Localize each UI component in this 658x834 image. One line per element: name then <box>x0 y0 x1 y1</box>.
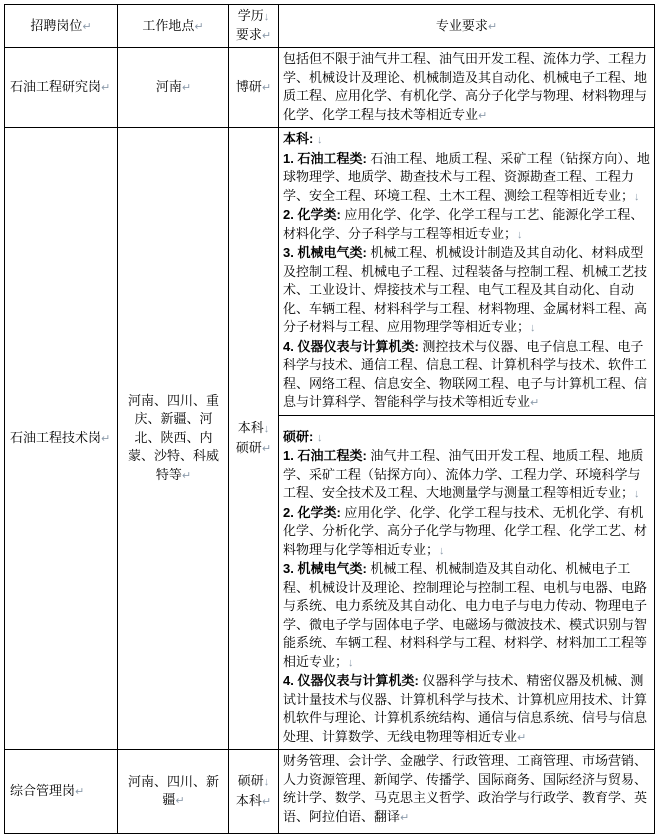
category-label: 2. 化学类: <box>283 504 341 520</box>
paragraph-return-mark: ↵ <box>261 442 272 455</box>
cell-text: 河南 <box>155 78 182 94</box>
cell-text: 工作地点 <box>142 17 195 33</box>
text-line <box>231 26 276 45</box>
paragraph-return-mark: ↵ <box>101 81 111 94</box>
paragraph-return-mark: ↵ <box>261 81 272 94</box>
text-line <box>231 78 276 98</box>
paragraph-return-mark: ↵ <box>82 20 92 33</box>
cell-text: 包括但不限于油气井工程、油气田开发工程、流体力学、工程力学、机械设计及理论、机械制造及其自动化、机械电子工程、地质工程、应用化学、有机化学、高分子化学与物理、材料物理与化学、化学工程与技术等相近专业 <box>283 51 648 122</box>
text-line <box>283 130 651 150</box>
table-row-research <box>5 48 655 128</box>
cell-text: 学历 <box>237 8 264 23</box>
cell-text: 本科 <box>235 792 262 808</box>
cell-location-technical <box>118 128 229 750</box>
cell-text: 机械工程、机械设计制造及其自动化、材料成型及控制工程、机械电子工程、过程装备与控制工程、机械工艺技术、工业设计、焊接技术与工程、电气工程及其自动化、自动化、车辆工程、材料科学与工程、材料物理、金属材料工程、高分子材料与工程、应用物理学等相近专业； <box>283 245 648 334</box>
text-line <box>122 78 225 98</box>
cell-text: 综合管理岗 <box>10 782 76 798</box>
header-cell-position <box>5 5 118 48</box>
paragraph-return-mark: ↵ <box>517 731 527 744</box>
text-line <box>231 792 276 812</box>
text-line <box>283 428 651 448</box>
paragraph-return-mark: ↵ <box>181 81 192 94</box>
text-line <box>10 78 114 98</box>
text-line <box>283 150 651 207</box>
text-line <box>7 17 115 36</box>
soft-line-break-mark: ↓ <box>263 11 270 23</box>
cell-text: 应用化学、化学、化学工程与技术、无机化学、有机化学、分析化学、高分子化学与物理、化学工程、化学工艺、材料物理与化学等相近专业； <box>283 504 648 557</box>
table-row-management <box>5 750 655 834</box>
paragraph-return-mark: ↵ <box>175 795 185 807</box>
text-line <box>283 672 651 747</box>
cell-text: 测控技术与仪器、电子信息工程、电子科学与技术、通信工程、信息工程、计算机科学与技术、软件工程、网络工程、信息安全、物联网工程、电子与计算机工程、信息与计算科学、智能科学与技术等相近专业 <box>283 338 648 409</box>
cell-text: 硕研 <box>237 773 264 788</box>
cell-text: 招聘岗位 <box>30 17 83 33</box>
cell-text: 油气井工程、油气田开发工程、地质工程、地质学、采矿工程（钻探方向）、流体力学、工程力学、环境科学与工程、安全技术及工程、大地测量学与测量工程等相近专业； <box>283 448 644 500</box>
text-line <box>281 17 652 36</box>
header-cell-education <box>229 5 279 48</box>
text-line <box>231 439 276 459</box>
cell-text: 要求 <box>235 27 262 42</box>
cell-text: 石油工程技术岗 <box>10 429 102 445</box>
soft-line-break-mark: ↓ <box>316 431 323 444</box>
cell-major-technical-bachelor <box>279 128 655 416</box>
text-line <box>10 429 114 449</box>
cell-location-management <box>118 750 229 834</box>
cell-text: 机械工程、机械制造及其自动化、机械电子工程、机械设计及理论、控制理论与控制工程、电机与电器、电路与系统、电力系统及其自动化、电力电子与电力传动、物理电子学、微电子学与固体电子学、电磁场与微波技术、模式识别与智能系统、车辆工程、材料科学与工程、材料学、材料加工工程等相近专业； <box>283 561 648 669</box>
cell-text: 应用化学、化学、化学工程与工艺、能源化学工程、材料化学、分子科学与工程等相近专业； <box>283 207 644 241</box>
category-label: 4. 仪器仪表与计算机类: <box>283 338 419 354</box>
header-cell-location <box>118 5 229 48</box>
cell-text: 硕研 <box>235 439 262 455</box>
cell-education-technical <box>229 128 279 750</box>
cell-major-research <box>279 48 655 128</box>
category-label: 3. 机械电气类: <box>283 245 367 260</box>
cell-text: 博研 <box>235 78 262 94</box>
text-line <box>283 752 651 827</box>
text-line <box>231 7 276 26</box>
soft-line-break-mark: ↓ <box>634 488 640 500</box>
soft-line-break-mark: ↓ <box>439 544 445 557</box>
text-line <box>231 419 276 439</box>
paragraph-return-mark: ↵ <box>478 109 488 122</box>
category-label: 硕研: <box>283 428 317 444</box>
paragraph-return-mark: ↵ <box>530 397 540 409</box>
paragraph-return-mark: ↵ <box>261 30 272 42</box>
text-line <box>122 773 225 811</box>
cell-text: 石油工程研究岗 <box>10 78 102 94</box>
soft-line-break-mark: ↓ <box>634 190 640 203</box>
paragraph-return-mark: ↵ <box>75 785 85 798</box>
cell-text: 仪器科学与技术、精密仪器及机械、测试计量技术与仪器、计算机科学与技术、计算机应用技术、计算机软件与理论、计算机系统结构、通信与信息系统、信号与信息处理、计算数学、无线电物理等相近专业 <box>283 673 648 744</box>
cell-education-research <box>229 48 279 128</box>
header-cell-major <box>279 5 655 48</box>
paragraph-return-mark: ↵ <box>261 795 272 808</box>
text-line <box>283 50 651 125</box>
category-label: 3. 机械电气类: <box>283 561 367 576</box>
text-line <box>283 447 651 504</box>
cell-position-management <box>5 750 118 834</box>
text-line <box>283 560 651 672</box>
cell-text: 财务管理、会计学、金融学、行政管理、工商管理、市场营销、人力资源管理、新闻学、传播学、国际商务、国际经济与贸易、统计学、数学、马克思主义哲学、政治学与行政学、教育学、英语、阿拉伯语、翻译 <box>283 753 648 824</box>
cell-position-technical <box>5 128 118 750</box>
text-line <box>10 782 114 802</box>
text-line <box>231 772 276 792</box>
category-label: 本科: <box>283 131 317 146</box>
soft-line-break-mark: ↓ <box>263 423 270 435</box>
soft-line-break-mark: ↓ <box>517 228 523 241</box>
cell-text: 本科 <box>237 420 264 435</box>
cell-major-management <box>279 750 655 834</box>
paragraph-return-mark: ↵ <box>487 20 498 33</box>
cell-text: 河南、四川、重庆、新疆、河北、陕西、内蒙、沙特、科威特等 <box>127 392 219 482</box>
text-line <box>283 206 651 244</box>
cell-text: 河南、四川、新疆 <box>127 773 219 807</box>
text-line <box>120 17 226 36</box>
cell-education-management <box>229 750 279 834</box>
paragraph-return-mark: ↵ <box>181 469 192 482</box>
cell-position-research <box>5 48 118 128</box>
table-row-technical-bachelor <box>5 128 655 416</box>
category-label: 4. 仪器仪表与计算机类: <box>283 673 419 688</box>
text-line <box>283 338 651 413</box>
paragraph-return-mark: ↵ <box>194 20 204 33</box>
cell-text: 石油工程、地质工程、采矿工程（钻探方向）、地球物理学、地质学、勘查技术与工程、资源勘查工程、工程力学、安全工程、环境工程、土木工程、测绘工程等相近专业； <box>283 150 650 203</box>
recruitment-table <box>4 4 655 834</box>
text-line <box>283 504 651 561</box>
cell-text: 专业要求 <box>435 17 488 33</box>
paragraph-return-mark: ↵ <box>101 432 111 445</box>
cell-major-technical-master <box>279 415 655 750</box>
soft-line-break-mark: ↓ <box>316 134 323 146</box>
category-label: 1. 石油工程类: <box>283 448 367 463</box>
header-row <box>5 5 655 48</box>
paragraph-return-mark: ↵ <box>400 811 410 824</box>
category-label: 1. 石油工程类: <box>283 150 367 166</box>
soft-line-break-mark: ↓ <box>348 656 354 669</box>
category-label: 2. 化学类: <box>283 207 341 222</box>
soft-line-break-mark: ↓ <box>530 322 536 334</box>
text-line <box>122 392 225 486</box>
text-line <box>283 244 651 338</box>
cell-location-research <box>118 48 229 128</box>
soft-line-break-mark: ↓ <box>263 776 270 788</box>
